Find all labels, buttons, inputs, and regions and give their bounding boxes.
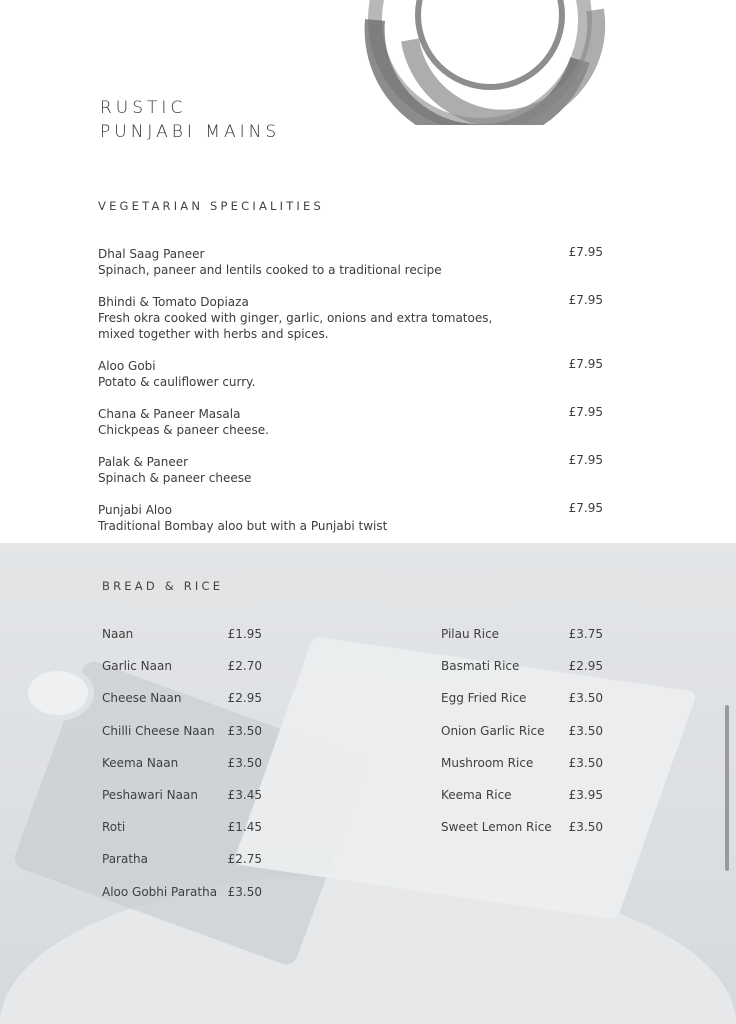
menu-item (98, 406, 603, 438)
item-price: £7.95 (568, 453, 603, 467)
bread-item (102, 885, 262, 917)
menu-item (98, 454, 603, 486)
item-price: £1.45 (227, 820, 262, 835)
bread-item (102, 852, 262, 884)
item-description: Spinach & paneer cheese (98, 471, 252, 485)
item-price: £3.45 (227, 787, 262, 802)
title-line-1: RUSTIC (100, 98, 187, 118)
rice-item (441, 691, 603, 723)
title-line-2: PUNJABI MAINS (100, 122, 281, 142)
item-price: £1.95 (227, 627, 262, 641)
item-name: Peshawari Naan (102, 787, 198, 802)
background-cup (28, 671, 88, 715)
rice-item (441, 659, 603, 691)
bread-item (102, 820, 262, 852)
rice-item (441, 627, 603, 659)
item-price: £3.50 (227, 723, 262, 738)
bread-item (102, 756, 262, 788)
item-price: £7.95 (568, 357, 603, 371)
scrollbar[interactable] (725, 705, 729, 871)
rice-item (441, 756, 603, 788)
menu-item (98, 502, 603, 534)
item-price: £7.95 (568, 501, 603, 515)
item-price: £2.75 (227, 852, 262, 867)
item-name: Egg Fried Rice (441, 691, 527, 706)
bread-list (102, 627, 262, 917)
item-price: £3.95 (568, 787, 603, 802)
item-name: Naan (102, 627, 134, 641)
item-description: Spinach, paneer and lentils cooked to a traditional recipe (98, 263, 442, 277)
item-name: Dhal Saag Paneer (98, 247, 205, 261)
item-price: £7.95 (568, 245, 603, 259)
item-price: £3.50 (568, 820, 603, 835)
item-name: Pilau Rice (441, 627, 500, 641)
rice-item (441, 724, 603, 756)
item-name: Chilli Cheese Naan (102, 723, 215, 738)
logo-rings-icon (350, 0, 610, 125)
bread-item (102, 627, 262, 659)
vegetarian-list (98, 246, 603, 550)
item-name: Bhindi & Tomato Dopiaza (98, 295, 249, 309)
item-price: £7.95 (568, 293, 603, 307)
item-name: Mushroom Rice (441, 755, 534, 770)
item-name: Cheese Naan (102, 691, 182, 706)
item-description: Potato & cauliflower curry. (98, 375, 256, 389)
item-name: Roti (102, 820, 126, 835)
item-price: £3.50 (568, 691, 603, 706)
item-price: £2.95 (568, 659, 603, 674)
bread-item (102, 691, 262, 723)
bread-item (102, 788, 262, 820)
item-name: Punjabi Aloo (98, 503, 172, 517)
rice-list (441, 627, 603, 852)
item-price: £3.75 (568, 627, 603, 641)
item-name: Garlic Naan (102, 659, 172, 674)
rice-item (441, 820, 603, 852)
item-price: £2.70 (227, 659, 262, 674)
item-description: Traditional Bombay aloo but with a Punjabi twist (98, 519, 388, 533)
item-name: Chana & Paneer Masala (98, 407, 241, 421)
item-price: £7.95 (568, 405, 603, 419)
item-name: Basmati Rice (441, 659, 520, 674)
item-name: Keema Naan (102, 755, 179, 770)
item-description: Fresh okra cooked with ginger, garlic, onions and extra tomatoes, mixed together with herbs and spices. (98, 311, 493, 341)
bread-item (102, 724, 262, 756)
page-title (100, 96, 280, 144)
menu-item (98, 294, 603, 342)
item-name: Aloo Gobi (98, 359, 156, 373)
bread-rice-heading: BREAD & RICE (102, 579, 224, 593)
item-name: Aloo Gobhi Paratha (102, 884, 218, 899)
item-price: £3.50 (568, 755, 603, 770)
item-name: Palak & Paneer (98, 455, 189, 469)
bread-item (102, 659, 262, 691)
item-name: Onion Garlic Rice (441, 723, 545, 738)
menu-item (98, 358, 603, 390)
vegetarian-heading: VEGETARIAN SPECIALITIES (98, 199, 324, 213)
item-name: Paratha (102, 852, 149, 867)
item-name: Keema Rice (441, 787, 512, 802)
item-price: £3.50 (568, 723, 603, 738)
item-description: Chickpeas & paneer cheese. (98, 423, 269, 437)
item-price: £3.50 (227, 884, 262, 899)
item-name: Sweet Lemon Rice (441, 820, 552, 835)
item-price: £2.95 (227, 691, 262, 706)
menu-item (98, 246, 603, 278)
bread-rice-section (0, 543, 736, 1024)
item-price: £3.50 (227, 755, 262, 770)
rice-item (441, 788, 603, 820)
